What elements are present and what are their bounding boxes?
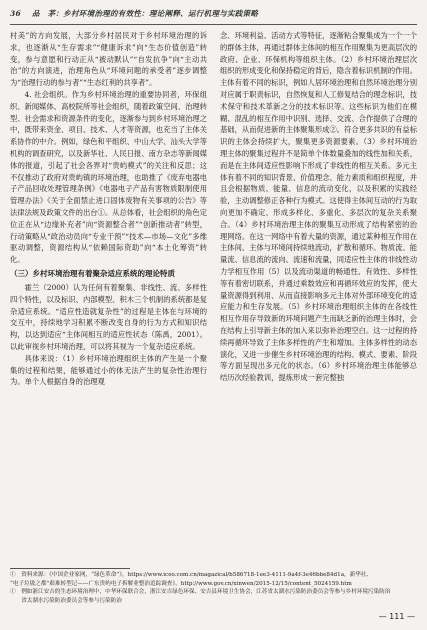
paragraph: 具体来说：（1）乡村环境治理组织主体的产生是一个聚集的过程和结果，能够通过小的体无法产生的复杂性治理行为。单个人根据自身的治理观: [10, 353, 207, 387]
running-title: 品 茅：乡村环境治理的有效性：理论阐释、运行机理与实践策略: [31, 9, 259, 18]
header-page-number: 36: [10, 9, 22, 18]
footnote-line: ① 资料来源：《中国企业家网，“绿色革命”》，https://www.iceo.com.cn/magazical/b586718-1ee3-4111-9a4f-3e46bbe84d1a，新华社、: [10, 572, 372, 578]
right-column: [220, 30, 417, 384]
running-header: [10, 6, 417, 22]
header-rule: [10, 24, 417, 25]
paragraph: 念、环境利益、活动方式等特征，逐渐粘合聚集成为一个一个的群体主体，再通过群体主体间的相互作用聚集为更高层次的政府、企业、环保机构等组织主体。（2）乡村环境治理层次组织的形成变化和保持稳定的背后，隐含着标识机制的作用。主体有着不同的标识，例如人居环境治理和自然环境治理分别对应属于职责标识，自然恢复和人工修复结合的理念标识，技术保守和技术革新之分的技术标识等。这些标识为他们在模糊、混乱的相互作用中识别、选择、交流、合作提供了合理的基础，从而促进新的主体聚集形成②。符合更多共识的有益标识的主体会持续扩大，聚集更多资源要素。（3）乡村环境治理主体的聚集过程并不是简单个体数量叠加的线性加和关系，而是在主体间适应性影响下形成了非线性的相互关系。多元主体有着不同的知识背景、价值理念、能力素质和组织程度，并且会根据物质、能量、信息的流动变化，以及积累的实践经验，主动调整修正各种行为模式。这使得主体间互动的行为取向更加不确定、形成多样化、多重化、多层次的复杂关系聚合。（4）乡村环境治理主体的聚集互动形成了结构紧密的治理网络。在这一网络中有着大量的资源，通过某种相互作用在主体间、主体与环境间持续地流动，扩散和循环。物质流、能量流、信息流的流向、流速和流量，同适应性主体的非线性动力学相互作用（5）以及流动渠道的畅通性、有效性、多样性等有着密切联系，并通过乘数效应和再循环效应的发挥，使大量资源得到利用、从而直接影响多元主体对外部环境变化的适应能力和生存发展。（5）乡村环境治理组织主体的在各线性相互作用存导致新的环境问题产生而缺乏新的治理主体时，会在结构上引导新主体的加入来以弥补治理空白。这一过程的持续再循环导致了主体多样性的产生和增加。主体多样性的动态演化，又进一步催生乡村环境治理的结构、模式、要素、阶段等方面呈现出多元化的状态。（6）乡村环境治理主体能够总结历次经验教训，提炼形成一套完整独: [220, 31, 418, 383]
footnote-line: 省太湖水污染防治委员会等参与污染防治: [10, 597, 122, 604]
paragraph: 霍兰（2000）认为任何有着聚集、非线性、流、多样性四个特性，以及标识、内部模型、积木三个机制的系统都是复杂适应系统。“适应性造就复杂性”的过程是主体在与环境的交互中，持续地学习积累不断改变自身的行为方式和知识结构，以达到适应“主体间相互的适应性状态（陈禹，2001）。以此审视乡村环境治理，可以将其视为一个复杂适应系统。: [10, 282, 208, 351]
paragraph: 4. 社会组织。作为乡村环境治理的重要协同者，环保组织、新闻媒体、高校院所等社会组织，随着政策空间、治理转型、社会需求和资源条件的变化，逐渐参与到乡村环境治理之中，既带来资金、项目、技术、人才等资源，也充当了主体关系协作的中介。例如，绿色和平组织、中山大学、汕头大学等机构的调查研究，以及新华社、人民日报、南方杂志等新闻媒体的报道，引起了社会各界对“贵屿模式”的关注和反思；这不仅推动了政府对贵屿镇的环境治理，也助推了《废弃电器电子产品回收处理管理条例》《电器电子产品有害物质限制使用管理办法》《关于全面禁止进口固体废物有关事项的公告》等法律法规及政策文件的出台①。从总体看，社会组织的角色定位正在从“边缘补充者”向“资源整合者”“创新推动者”转型，行动策略从“政治动员向“专业干预”“技术—市场—文化”多维驱动调整，资源结构从“依赖国际资助”向“本土化筹资”转化。: [10, 89, 208, 265]
footnote-rule: [10, 568, 130, 569]
footnotes: [10, 571, 417, 605]
page-number: — 111 —: [378, 612, 415, 621]
paragraph: 村美”的方向发展，大部分乡村居民对于乡村环境治理的诉求，也逐渐从“生存需求”“健康诉求”向“生态价值创造”转变，参与意愿和行动正从“被动默认”“自发抗争”向“主动共治”的方向演进，治理角色从“环境问题的承受者”逐步调整为“治理行动的参与者”“生态红利的共享者”。: [10, 31, 207, 88]
footnote-line: “电子垃圾之都”艰难转型记——广东贵屿电子拆解业整治追踪调查》，http://www.gov.cn/xinwen/2015-12/15/content_5024159.htm: [10, 580, 352, 587]
footnote-line: ① 例如浙江安吉的生态环境治理中，中华环保联合会，浙江安吉绿色环保、安吉县环境卫生协会，江苏省太湖水污染防治委员会等参与乡村环境污染防治: [10, 589, 391, 596]
left-column: [10, 30, 207, 388]
section-heading: （三）乡村环境治理有着聚杂适应系统的理论特质: [10, 268, 175, 278]
